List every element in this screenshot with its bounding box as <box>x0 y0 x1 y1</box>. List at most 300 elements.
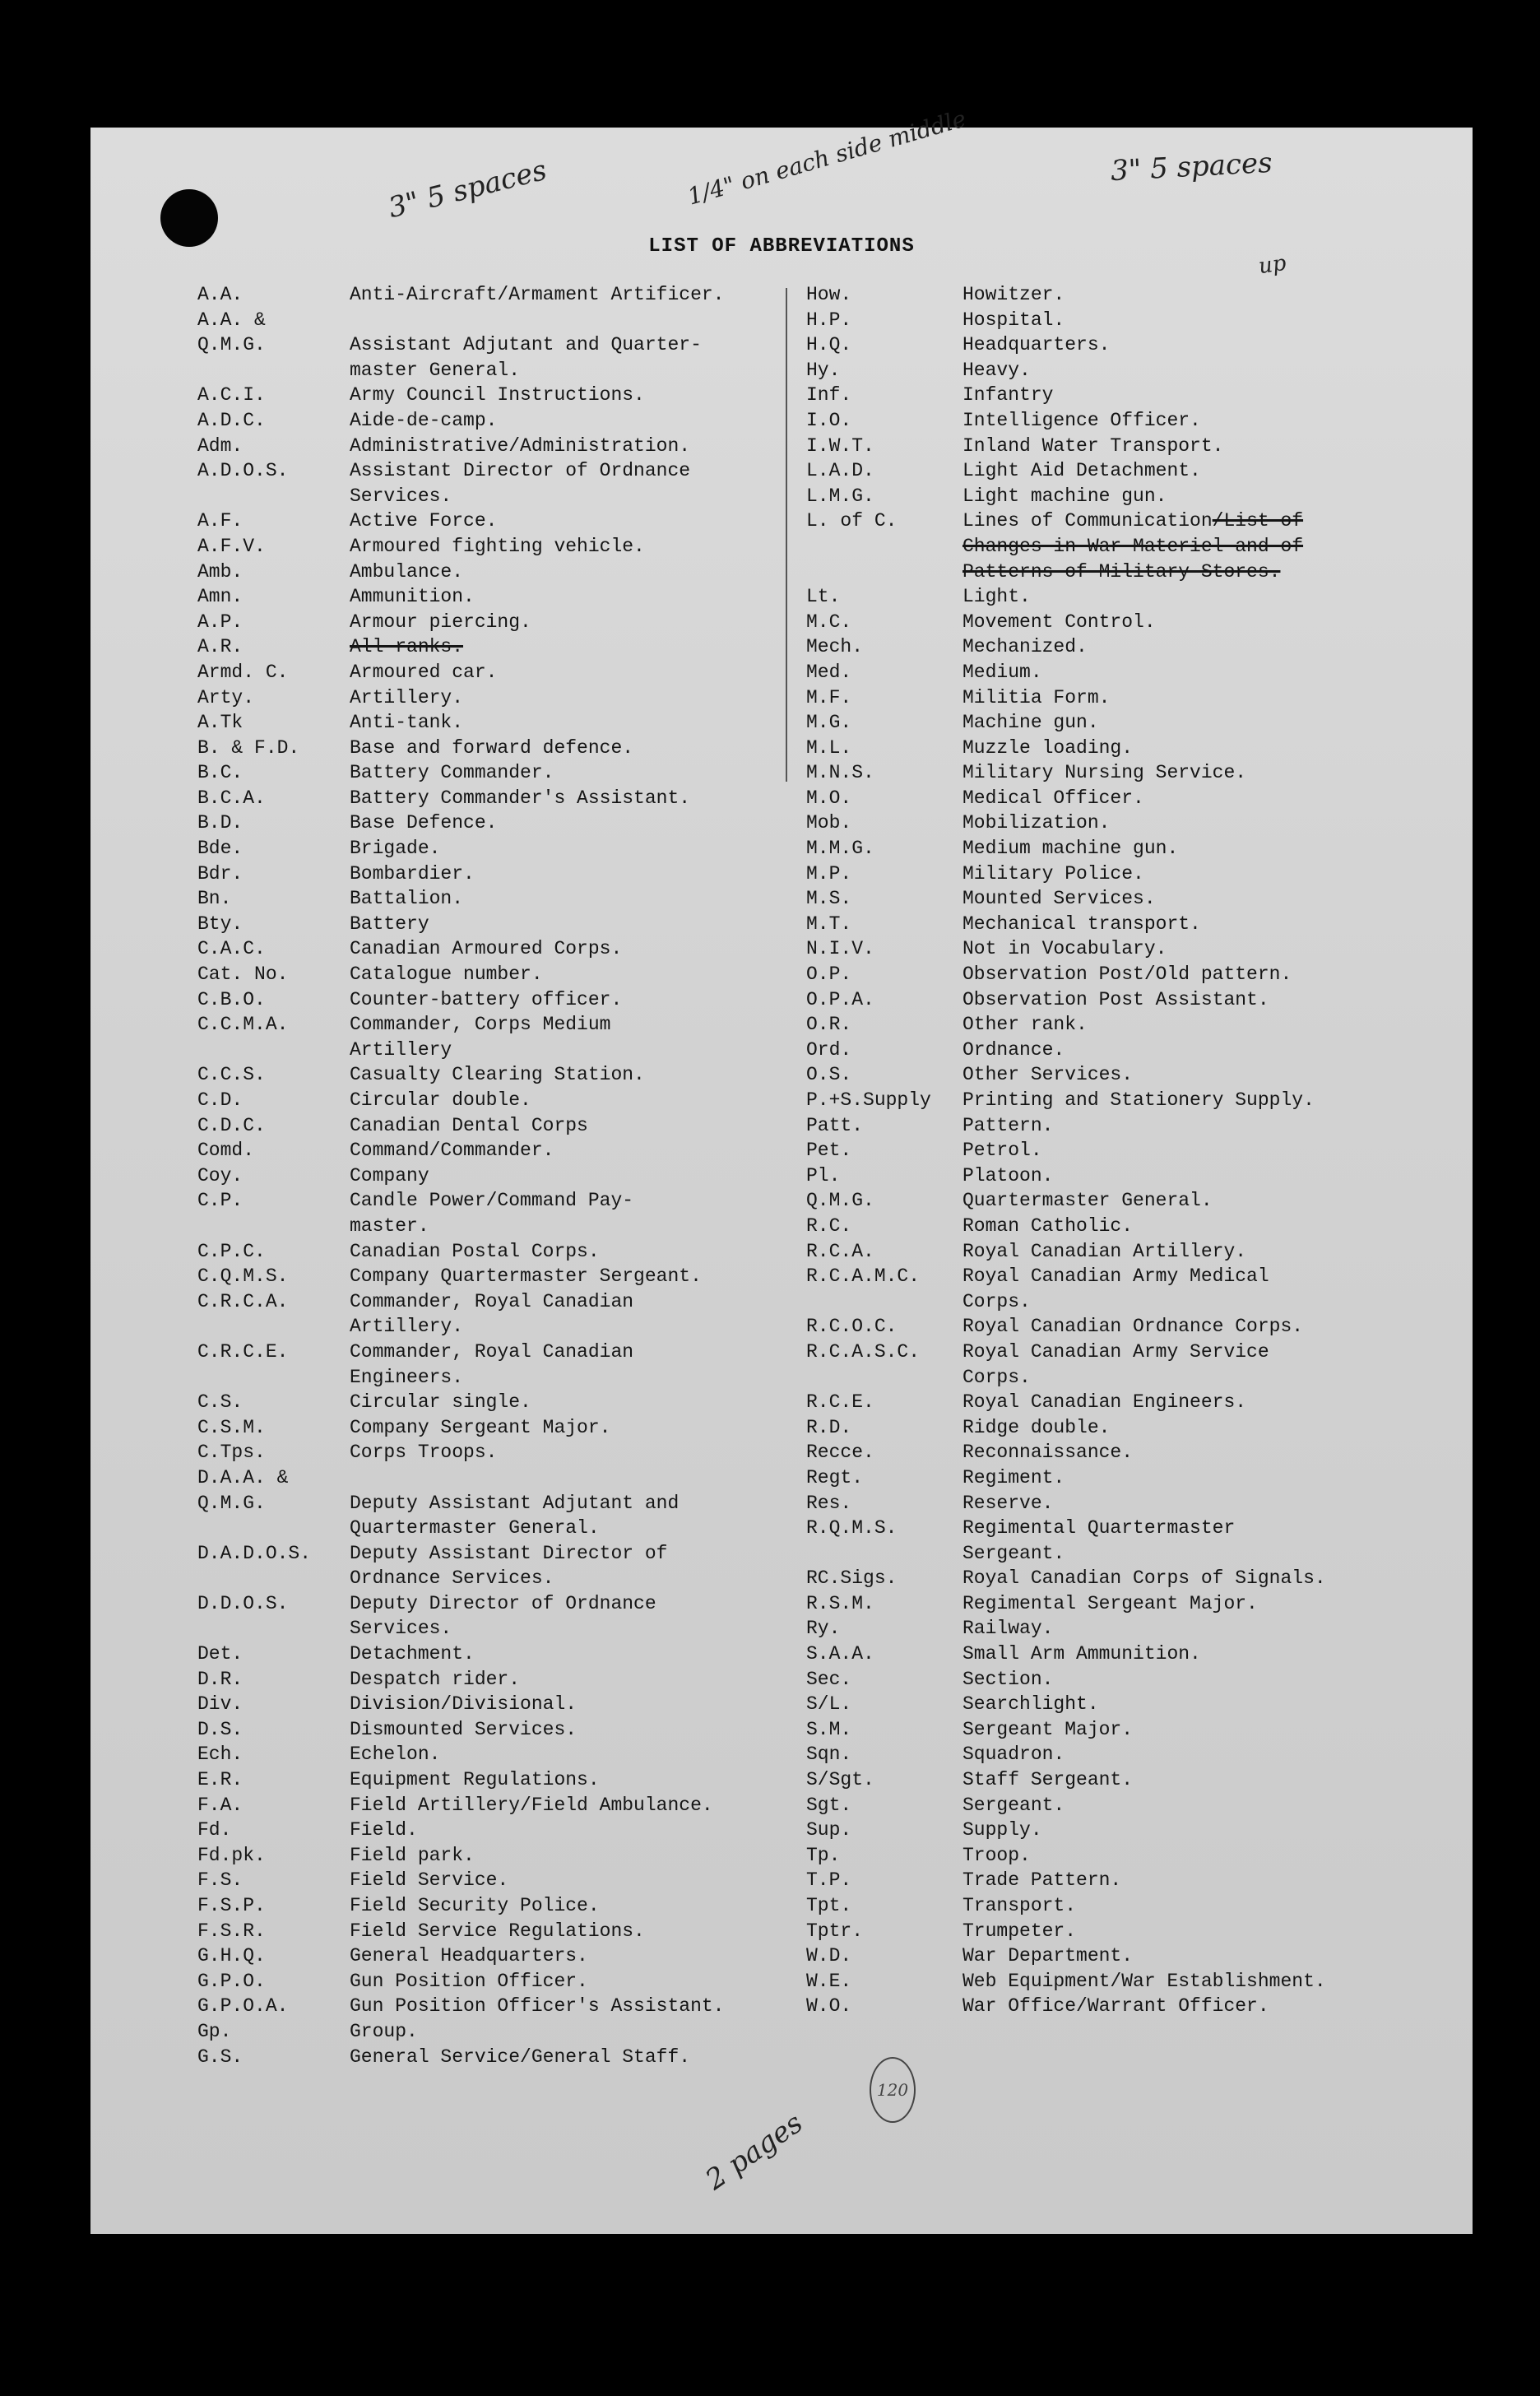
abbreviation-meaning: All ranks. <box>350 636 464 658</box>
abbreviation-term <box>197 1365 350 1391</box>
abbreviation-term: Regt. <box>806 1466 864 1488</box>
abbreviation-row <box>806 1767 1326 1793</box>
abbreviation-meaning: Searchlight. <box>962 1693 1099 1716</box>
abbreviation-row <box>197 308 724 333</box>
abbreviation-row <box>806 1893 1326 1919</box>
abbreviation-row <box>806 1591 1326 1617</box>
abbreviation-meaning: Gun Position Officer's Assistant. <box>350 1995 725 2018</box>
abbreviation-term: C.R.C.A. <box>197 1290 289 1312</box>
abbreviation-term: Tpt. <box>806 1895 852 1916</box>
abbreviation-meaning: Platoon. <box>962 1164 1054 1186</box>
abbreviation-row <box>806 1541 1326 1567</box>
abbreviation-meaning: Division/Divisional. <box>350 1693 578 1716</box>
abbreviation-row <box>806 383 1326 408</box>
abbreviation-term: Hy. <box>806 359 841 381</box>
abbreviation-row <box>197 912 724 937</box>
abbreviation-meaning: Regimental Quartermaster <box>962 1517 1236 1539</box>
abbreviation-meaning: Ordnance Services. <box>350 1567 554 1590</box>
abbreviation-row <box>806 634 1326 660</box>
abbreviation-meaning: Company Quartermaster Sergeant. <box>350 1265 702 1288</box>
abbreviation-meaning: Hospital. <box>962 309 1065 331</box>
abbreviation-row <box>197 786 724 811</box>
abbreviation-term: How. <box>806 284 852 305</box>
abbreviation-meaning: Sergeant. <box>962 1794 1065 1816</box>
abbreviation-meaning: Battery Commander. <box>350 762 554 784</box>
abbreviation-meaning: Royal Canadian Ordnance Corps. <box>962 1316 1304 1338</box>
abbreviation-meaning: Echelon. <box>350 1744 441 1766</box>
page-number-stamp: 120 <box>870 2057 916 2123</box>
abbreviation-row <box>806 1994 1326 2019</box>
abbreviation-term: B.D. <box>197 812 244 834</box>
abbreviation-meaning: Small Arm Ammunition. <box>962 1643 1201 1665</box>
abbreviation-meaning: Observation Post/Old pattern. <box>962 964 1292 986</box>
abbreviation-meaning: Field Service. <box>350 1869 509 1892</box>
abbreviation-meaning: Movement Control. <box>962 611 1156 633</box>
abbreviation-row <box>806 408 1326 434</box>
abbreviation-row <box>806 1969 1326 1994</box>
abbreviation-term: L.M.G. <box>806 485 874 507</box>
abbreviation-row <box>806 1163 1326 1189</box>
abbreviation-row <box>197 886 724 912</box>
struck-text: /List of <box>1212 510 1304 532</box>
abbreviation-meaning: Mechanized. <box>962 636 1088 658</box>
abbreviation-meaning: Casualty Clearing Station. <box>350 1064 645 1086</box>
abbreviation-row <box>806 810 1326 836</box>
abbreviation-row <box>197 458 724 484</box>
abbreviation-term: A.D.C. <box>197 409 266 431</box>
abbreviation-term: A.F.V. <box>197 535 266 557</box>
abbreviation-term: M.N.S. <box>806 762 874 784</box>
abbreviations-left-column <box>197 282 724 2069</box>
abbreviation-meaning: Not in Vocabulary. <box>962 938 1167 960</box>
abbreviation-term: Armd. C. <box>197 661 289 683</box>
abbreviation-row <box>197 1893 724 1919</box>
abbreviation-row <box>197 1491 724 1516</box>
abbreviation-meaning: Sergeant. <box>962 1542 1065 1564</box>
abbreviation-row <box>806 736 1326 761</box>
abbreviation-row <box>806 308 1326 333</box>
abbreviation-row <box>197 1969 724 1994</box>
abbreviation-term: A.R. <box>197 636 244 658</box>
abbreviation-meaning: Light machine gun. <box>962 485 1167 507</box>
abbreviation-meaning: Field Security Police. <box>350 1895 600 1916</box>
abbreviation-row <box>197 1415 724 1441</box>
abbreviation-row <box>197 1314 724 1340</box>
abbreviation-meaning: Armour piercing. <box>350 611 531 633</box>
abbreviation-row <box>197 1113 724 1139</box>
abbreviation-meaning: Mobilization. <box>962 812 1111 834</box>
abbreviation-term: Sqn. <box>806 1744 852 1766</box>
abbreviation-row <box>806 1717 1326 1743</box>
abbreviation-meaning: Brigade. <box>350 838 441 860</box>
abbreviation-term: F.S. <box>197 1869 244 1892</box>
abbreviation-row <box>197 1289 724 1315</box>
abbreviation-meaning: Lines of Communication <box>962 510 1213 532</box>
abbreviation-meaning: Other Services. <box>962 1064 1134 1086</box>
document-page <box>90 104 1473 2234</box>
abbreviation-row <box>806 1868 1326 1893</box>
abbreviation-term: S/Sgt. <box>806 1769 874 1791</box>
abbreviation-term: Mech. <box>806 636 864 658</box>
abbreviation-term: Div. <box>197 1693 244 1716</box>
abbreviation-meaning: Supply. <box>962 1819 1042 1841</box>
abbreviation-row <box>806 1742 1326 1767</box>
abbreviation-meaning: Mechanical transport. <box>962 912 1201 935</box>
abbreviation-term: C.Tps. <box>197 1442 266 1464</box>
abbreviation-meaning: Battery Commander's Assistant. <box>350 787 691 809</box>
abbreviation-meaning: Candle Power/Command Pay- <box>350 1190 634 1212</box>
abbreviation-term: F.S.R. <box>197 1920 266 1942</box>
abbreviation-term: A.P. <box>197 611 244 633</box>
abbreviation-meaning: Military Nursing Service. <box>962 762 1247 784</box>
abbreviation-term: Q.M.G. <box>197 334 266 356</box>
abbreviation-row <box>197 2019 724 2045</box>
abbreviation-meaning: Corps Troops. <box>350 1442 498 1464</box>
abbreviation-meaning: Services. <box>350 1618 452 1640</box>
abbreviation-row <box>197 1843 724 1869</box>
abbreviation-row <box>806 1465 1326 1491</box>
abbreviation-meaning: Reconnaissance. <box>962 1442 1134 1464</box>
abbreviation-meaning: Machine gun. <box>962 712 1099 734</box>
abbreviation-meaning: Corps. <box>962 1290 1031 1312</box>
abbreviation-meaning: Circular single. <box>350 1391 531 1414</box>
abbreviation-row <box>197 534 724 560</box>
abbreviation-term <box>806 1541 962 1567</box>
abbreviation-term: R.C.E. <box>806 1391 874 1414</box>
abbreviation-meaning: Field Artillery/Field Ambulance. <box>350 1794 713 1816</box>
abbreviation-term <box>197 1616 350 1641</box>
abbreviation-term: Pet. <box>806 1140 852 1162</box>
abbreviation-meaning: Deputy Assistant Director of <box>350 1542 668 1564</box>
abbreviation-meaning: Armoured fighting vehicle. <box>350 535 645 557</box>
abbreviation-term: R.C.A.S.C. <box>806 1340 921 1363</box>
abbreviation-term: A.Tk <box>197 712 244 734</box>
abbreviation-row <box>197 1742 724 1767</box>
abbreviation-meaning: Patterns of Military Stores. <box>962 560 1281 583</box>
abbreviation-meaning: Circular double. <box>350 1089 531 1111</box>
abbreviation-meaning: Web Equipment/War Establishment. <box>962 1970 1326 1992</box>
abbreviation-row <box>197 760 724 786</box>
abbreviation-meaning: General Headquarters. <box>350 1945 588 1967</box>
abbreviation-meaning: Infantry <box>962 384 1054 406</box>
abbreviation-meaning: General Service/General Staff. <box>350 2045 691 2068</box>
abbreviation-row <box>806 1138 1326 1163</box>
abbreviation-meaning: Militia Form. <box>962 686 1111 708</box>
abbreviation-row <box>806 1440 1326 1465</box>
abbreviation-term: C.C.M.A. <box>197 1014 289 1036</box>
abbreviation-term: R.C. <box>806 1214 852 1237</box>
abbreviation-meaning: Base Defence. <box>350 812 498 834</box>
abbreviation-row <box>806 1314 1326 1340</box>
abbreviation-meaning: Royal Canadian Army Service <box>962 1340 1269 1363</box>
abbreviation-row <box>806 660 1326 685</box>
abbreviation-row <box>197 484 724 509</box>
abbreviation-row <box>197 1692 724 1717</box>
abbreviation-meaning: Equipment Regulations. <box>350 1769 600 1791</box>
abbreviation-term: C.D. <box>197 1089 244 1111</box>
abbreviation-meaning: Railway. <box>962 1618 1054 1640</box>
abbreviation-row <box>806 987 1326 1013</box>
abbreviation-meaning: Canadian Postal Corps. <box>350 1240 600 1262</box>
abbreviation-meaning: Medium machine gun. <box>962 838 1179 860</box>
abbreviation-meaning: Regiment. <box>962 1466 1065 1488</box>
abbreviation-row <box>197 962 724 987</box>
abbreviation-meaning: War Department. <box>962 1945 1134 1967</box>
abbreviation-meaning: Changes in War Materiel and of <box>962 535 1304 557</box>
abbreviation-term: W.O. <box>806 1995 852 2018</box>
abbreviation-row <box>197 1541 724 1567</box>
abbreviation-term: I.W.T. <box>806 434 874 457</box>
abbreviation-term: F.A. <box>197 1794 244 1816</box>
abbreviation-term: Bty. <box>197 912 244 935</box>
abbreviation-meaning: Trade Pattern. <box>962 1869 1122 1892</box>
abbreviation-term: R.C.A.M.C. <box>806 1265 921 1288</box>
abbreviation-row <box>197 1038 724 1063</box>
abbreviation-term: Inf. <box>806 384 852 406</box>
abbreviation-term: Lt. <box>806 586 841 608</box>
abbreviation-meaning: Active Force. <box>350 510 498 532</box>
abbreviation-meaning: Field. <box>350 1819 418 1841</box>
abbreviation-row <box>197 508 724 534</box>
abbreviation-row <box>806 1113 1326 1139</box>
abbreviation-term: Mob. <box>806 812 852 834</box>
abbreviation-meaning: Battery <box>350 912 429 935</box>
abbreviation-term: Q.M.G. <box>197 1492 266 1514</box>
abbreviation-row <box>197 1239 724 1265</box>
abbreviation-term <box>197 1314 350 1340</box>
abbreviation-row <box>197 1340 724 1365</box>
abbreviation-row <box>806 1641 1326 1667</box>
abbreviation-meaning: Anti-Aircraft/Armament Artificer. <box>350 284 725 305</box>
handwritten-note-left: 3" 5 spaces <box>385 153 550 225</box>
abbreviation-meaning: Headquarters. <box>962 334 1111 356</box>
abbreviation-meaning: Ambulance. <box>350 560 464 583</box>
abbreviation-term: R.Q.M.S. <box>806 1517 898 1539</box>
abbreviation-row <box>197 987 724 1013</box>
abbreviation-row <box>806 534 1326 560</box>
handwritten-note-center: 1/4" on each side middle <box>684 104 969 211</box>
abbreviation-row <box>806 710 1326 736</box>
abbreviation-meaning: Howitzer. <box>962 284 1065 305</box>
abbreviation-term: I.O. <box>806 409 852 431</box>
handwritten-note-up: up <box>1257 250 1288 280</box>
abbreviation-term: M.O. <box>806 787 852 809</box>
abbreviation-meaning: Pattern. <box>962 1114 1054 1136</box>
abbreviation-term <box>806 560 962 585</box>
abbreviation-term: C.C.S. <box>197 1064 266 1086</box>
abbreviation-meaning: Heavy. <box>962 359 1031 381</box>
abbreviation-row <box>197 1088 724 1113</box>
abbreviation-term: Ord. <box>806 1038 852 1061</box>
abbreviation-row <box>806 1239 1326 1265</box>
abbreviation-term: C.S.M. <box>197 1416 266 1438</box>
abbreviation-term: C.R.C.E. <box>197 1340 289 1363</box>
abbreviation-term: F.S.P. <box>197 1895 266 1916</box>
abbreviation-row <box>197 634 724 660</box>
abbreviation-row <box>197 660 724 685</box>
abbreviation-row <box>806 1566 1326 1591</box>
abbreviation-row <box>806 1289 1326 1315</box>
abbreviation-row <box>197 434 724 459</box>
abbreviation-term: M.G. <box>806 712 852 734</box>
abbreviation-row <box>806 1667 1326 1693</box>
abbreviation-meaning: Engineers. <box>350 1366 464 1388</box>
abbreviation-term: Sec. <box>806 1668 852 1690</box>
abbreviation-meaning: Sergeant Major. <box>962 1718 1134 1740</box>
abbreviation-term: D.A.A. & <box>197 1466 289 1488</box>
abbreviation-term: M.P. <box>806 862 852 885</box>
abbreviation-meaning: Transport. <box>962 1895 1077 1916</box>
abbreviation-term: H.Q. <box>806 334 852 356</box>
abbreviation-meaning: Command/Commander. <box>350 1140 554 1162</box>
abbreviation-row <box>806 282 1326 308</box>
abbreviation-meaning: Royal Canadian Corps of Signals. <box>962 1567 1326 1590</box>
abbreviation-row <box>197 1214 724 1239</box>
abbreviation-meaning: Section. <box>962 1668 1054 1690</box>
abbreviation-term: Arty. <box>197 686 255 708</box>
abbreviation-row <box>806 886 1326 912</box>
abbreviation-row <box>197 1138 724 1163</box>
abbreviation-term: L. of C. <box>806 510 898 532</box>
abbreviation-meaning: Group. <box>350 2020 418 2042</box>
abbreviation-row <box>197 610 724 635</box>
abbreviation-term: A.C.I. <box>197 384 266 406</box>
abbreviation-row <box>197 1062 724 1088</box>
abbreviation-row <box>806 1818 1326 1843</box>
abbreviation-meaning: Artillery. <box>350 686 464 708</box>
abbreviation-row <box>806 1038 1326 1063</box>
abbreviation-term: E.R. <box>197 1769 244 1791</box>
abbreviation-term: Amn. <box>197 586 244 608</box>
abbreviation-row <box>197 332 724 358</box>
abbreviation-meaning: Detachment. <box>350 1643 475 1665</box>
abbreviation-term: G.S. <box>197 2045 244 2068</box>
abbreviation-term: Med. <box>806 661 852 683</box>
abbreviation-meaning: Troop. <box>962 1844 1031 1866</box>
abbreviation-meaning: master. <box>350 1214 429 1237</box>
abbreviation-term: M.S. <box>806 888 852 910</box>
abbreviation-meaning: Army Council Instructions. <box>350 384 645 406</box>
abbreviation-term: B.C. <box>197 762 244 784</box>
abbreviation-term: S/L. <box>806 1693 852 1716</box>
abbreviation-row <box>806 1365 1326 1391</box>
abbreviation-row <box>806 1491 1326 1516</box>
abbreviation-meaning: Canadian Armoured Corps. <box>350 938 623 960</box>
abbreviation-term: M.L. <box>806 736 852 759</box>
abbreviation-meaning: Petrol. <box>962 1140 1042 1162</box>
abbreviation-term: N.I.V. <box>806 938 874 960</box>
abbreviation-meaning: Deputy Director of Ordnance <box>350 1592 656 1614</box>
abbreviation-meaning: Armoured car. <box>350 661 498 683</box>
abbreviation-row <box>197 1868 724 1893</box>
abbreviation-row <box>806 962 1326 987</box>
abbreviation-term: Sup. <box>806 1819 852 1841</box>
abbreviation-term: B.C.A. <box>197 787 266 809</box>
abbreviation-term: A.F. <box>197 510 244 532</box>
abbreviation-row <box>806 861 1326 887</box>
abbreviation-meaning: Base and forward defence. <box>350 736 634 759</box>
abbreviation-term: Fd.pk. <box>197 1844 266 1866</box>
abbreviation-term: Q.M.G. <box>806 1190 874 1212</box>
abbreviation-term: Tp. <box>806 1844 841 1866</box>
abbreviation-row <box>197 282 724 308</box>
abbreviation-meaning: Artillery <box>350 1038 452 1061</box>
abbreviation-meaning: Trumpeter. <box>962 1920 1077 1942</box>
abbreviation-term: C.S. <box>197 1391 244 1414</box>
abbreviation-row <box>197 1264 724 1289</box>
column-divider <box>786 288 787 782</box>
abbreviation-term <box>806 534 962 560</box>
abbreviation-term <box>806 1289 962 1315</box>
abbreviation-row <box>806 685 1326 711</box>
abbreviation-term: Sgt. <box>806 1794 852 1816</box>
abbreviation-term: B. & F.D. <box>197 736 300 759</box>
abbreviation-row <box>197 560 724 585</box>
abbreviation-term: Patt. <box>806 1114 864 1136</box>
abbreviation-row <box>197 1818 724 1843</box>
abbreviation-row <box>197 408 724 434</box>
abbreviation-meaning: Royal Canadian Artillery. <box>962 1240 1247 1262</box>
abbreviation-term <box>806 1365 962 1391</box>
abbreviation-row <box>806 1062 1326 1088</box>
abbreviation-meaning: Despatch rider. <box>350 1668 521 1690</box>
abbreviation-row <box>806 560 1326 585</box>
abbreviation-term: M.T. <box>806 912 852 935</box>
abbreviation-term: O.S. <box>806 1064 852 1086</box>
abbreviation-term: Ry. <box>806 1618 841 1640</box>
abbreviation-row <box>806 1919 1326 1944</box>
abbreviation-meaning: Assistant Adjutant and Quarter- <box>350 334 702 356</box>
handwritten-note-bottom: 2 pages <box>699 2106 809 2197</box>
abbreviation-row <box>806 1214 1326 1239</box>
abbreviation-meaning: Artillery. <box>350 1316 464 1338</box>
abbreviation-row <box>197 1163 724 1189</box>
abbreviation-row <box>197 1440 724 1465</box>
abbreviation-term <box>197 1516 350 1541</box>
abbreviation-term: Bn. <box>197 888 232 910</box>
abbreviation-meaning: Quartermaster General. <box>350 1517 600 1539</box>
abbreviation-meaning: Ridge double. <box>962 1416 1111 1438</box>
abbreviation-row <box>197 1188 724 1214</box>
abbreviation-term: S.M. <box>806 1718 852 1740</box>
abbreviation-row <box>197 1365 724 1391</box>
abbreviation-row <box>197 584 724 610</box>
abbreviation-row <box>197 1919 724 1944</box>
abbreviation-meaning: Staff Sergeant. <box>962 1769 1134 1791</box>
abbreviation-row <box>806 1264 1326 1289</box>
abbreviation-row <box>197 810 724 836</box>
abbreviation-term: C.P.C. <box>197 1240 266 1262</box>
abbreviation-meaning: Canadian Dental Corps <box>350 1114 588 1136</box>
abbreviation-term: D.D.O.S. <box>197 1592 289 1614</box>
abbreviation-row <box>197 2045 724 2070</box>
abbreviation-term: Det. <box>197 1643 244 1665</box>
abbreviation-term: D.S. <box>197 1718 244 1740</box>
abbreviation-meaning: Mounted Services. <box>962 888 1156 910</box>
abbreviation-meaning: Royal Canadian Engineers. <box>962 1391 1247 1414</box>
abbreviation-meaning: Anti-tank. <box>350 712 464 734</box>
abbreviation-meaning: Inland Water Transport. <box>962 434 1224 457</box>
abbreviation-term: Pl. <box>806 1164 841 1186</box>
abbreviation-term: G.P.O. <box>197 1970 266 1992</box>
abbreviation-row <box>197 710 724 736</box>
abbreviation-row <box>197 1012 724 1038</box>
abbreviation-meaning: Roman Catholic. <box>962 1214 1134 1237</box>
abbreviation-term: Amb. <box>197 560 244 583</box>
abbreviation-meaning: Light Aid Detachment. <box>962 460 1201 482</box>
abbreviation-meaning: Ordnance. <box>962 1038 1065 1061</box>
abbreviation-meaning: Field park. <box>350 1844 475 1866</box>
